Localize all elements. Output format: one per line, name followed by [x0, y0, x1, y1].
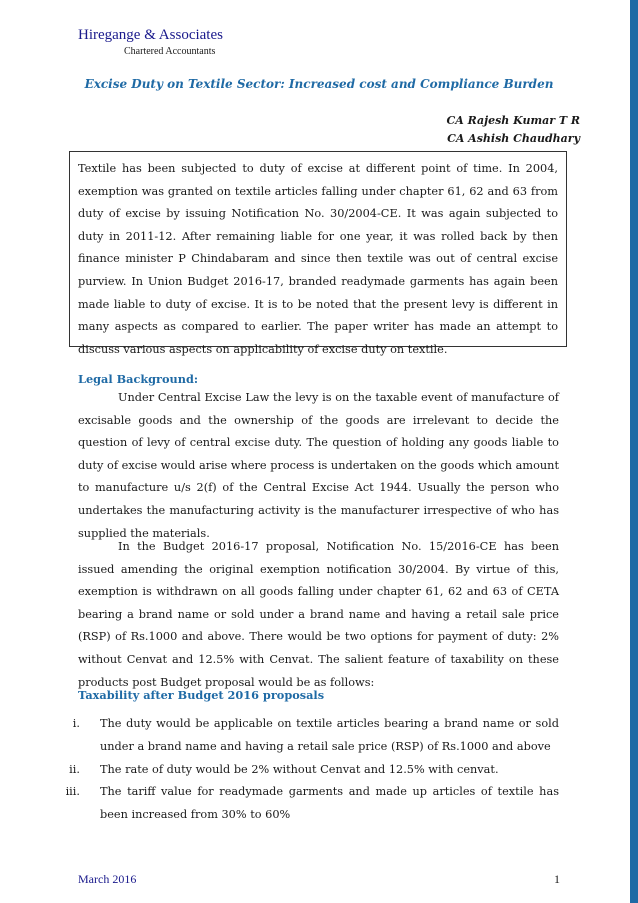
taxability-heading: Taxability after Budget 2016 proposals [78, 688, 325, 702]
firm-subtitle: Chartered Accountants [124, 46, 216, 57]
legal-background-heading: Legal Background: [78, 372, 199, 386]
list-number: iii. [65, 785, 80, 798]
document-title: Excise Duty on Textile Sector: Increased cost and Compliance Burden [84, 77, 554, 91]
list-number: ii. [69, 763, 80, 776]
legal-background-paragraph-2: In the Budget 2016-17 proposal, Notification No. 15/2016-CE has been issued amending the original exemption notification 30/2004. By virtue of this, exemption is withdrawn on all goods falling under chapter 61, 62 and 63 of CETA bearing a brand name or sold under a brand name and having a retail sale price (RSP) of Rs.1000 and above. There would be two options for payment of duty: 2% without Cenvat and 12.5% with Cenvat. The salient feature of taxability on these products post Budget proposal would be as follows: [78, 540, 559, 689]
abstract-text: Textile has been subjected to duty of excise at different point of time. In 2004, exemption was granted on textile articles falling under chapter 61, 62 and 63 from duty of excise by issuing Notification No. 30/2004-CE. It was again subjected to duty in 2011-12. After remaining liable for one year, it was rolled back by then finance minister P Chindabaram and since then textile was out of central excise purview. In Union Budget 2016-17, branded readymade garments has again been made liable to duty of excise. It is to be noted that the present levy is different in many aspects as compared to earlier. The paper writer has made an attempt to discuss various aspects on applicability of excise duty on textile. [78, 162, 558, 356]
list-text: The duty would be applicable on textile articles bearing a brand name or sold under a brand name and having a retail sale price (RSP) of Rs.1000 and above [100, 717, 559, 753]
abstract-box [69, 151, 567, 356]
list-number: i. [72, 717, 80, 730]
footer-date: March 2016 [78, 872, 137, 886]
page-number: 1 [554, 872, 560, 886]
list-text: The tariff value for readymade garments and made up articles of textile has been increased from 30% to 60% [100, 785, 559, 821]
author-1: CA Rajesh Kumar T R [446, 114, 580, 127]
list-text: The rate of duty would be 2% without Cenvat and 12.5% with cenvat. [100, 763, 499, 776]
firm-name: Hiregange & Associates [78, 27, 223, 43]
page-edge-bar [630, 0, 638, 903]
author-2: CA Ashish Chaudhary [447, 132, 580, 145]
legal-background-paragraph-1: Under Central Excise Law the levy is on the taxable event of manufacture of excisable goods and the ownership of the goods are irrelevant to decide the question of levy of central excise duty. The question of holding any goods liable to duty of excise would arise where process is undertaken on the goods which amount to manufacture u/s 2(f) of the Central Excise Act 1944. Usually the person who undertakes the manufacturing activity is the manufacturer irrespective of who has supplied the materials. [78, 391, 559, 540]
